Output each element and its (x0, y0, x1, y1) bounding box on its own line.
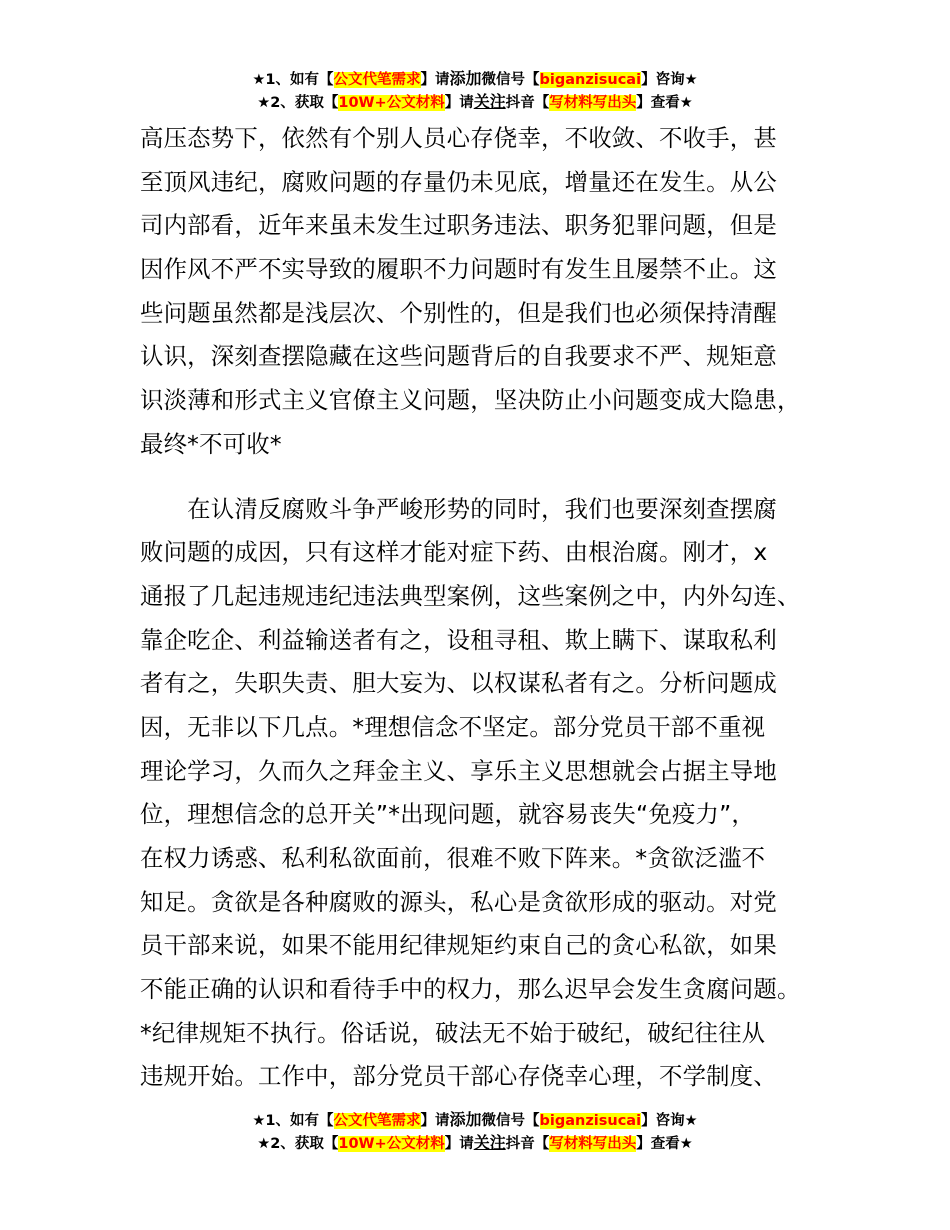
text-line: 因，无非以下几点。*理想信念不坚定。部分党员干部不重视 (140, 712, 766, 741)
banner-text: 微信号【 (481, 72, 540, 88)
text-line: *纪律规矩不执行。俗话说，破法无不始于破纪，破纪往往从 (140, 1018, 766, 1047)
text-line: 在权力诱惑、私利私欲面前，很难不败下阵来。*贪欲泛滥不 (140, 844, 766, 872)
douyin-highlight: 写材料写出头 (549, 1136, 637, 1152)
banner-text: 】咨询★ (641, 72, 698, 88)
banner-text: 抖音【 (505, 95, 550, 111)
text-line: 理论学习，久而久之拜金主义、享乐主义思想就会占据主导地 (140, 756, 777, 785)
text-line: 司内部看，近年来虽未发生过职务违法、职务犯罪问题，但是 (140, 211, 777, 240)
text-line: 败问题的成因，只有这样才能对症下药、由根治腐。刚才，x (140, 538, 768, 567)
banner-highlight: 10W+公文材料 (338, 95, 445, 111)
banner-line-1 (0, 68, 950, 91)
text-line: 至顶风违纪，腐败问题的存量仍未见底，增量还在发生。从公 (140, 167, 777, 196)
banner-text: 微信号【 (481, 1113, 540, 1129)
banner-highlight: 公文代笔需求 (333, 72, 421, 88)
text-line: 最终*不可收* (140, 429, 282, 458)
text-line: 知足。贪欲是各种腐败的源头，私心是贪欲形成的驱动。对党 (140, 887, 777, 916)
banner-text: 关注 (473, 1133, 506, 1152)
text-line: 不能正确的认识和看待手中的权力，那么迟早会发生贪腐问题。 (140, 975, 801, 1004)
document-body (140, 117, 830, 1099)
banner-line-2 (0, 91, 950, 114)
banner-text: 】请 (420, 72, 450, 88)
banner-text: ★1、如有【 (252, 1113, 334, 1129)
banner-text: 】请 (444, 95, 474, 111)
paragraph-2 (140, 488, 830, 1100)
banner-line-2 (0, 1132, 950, 1155)
text-line: 靠企吃企、利益输送者有之，设租寻租、欺上瞒下、谋取私利 (140, 625, 777, 654)
wechat-id-highlight: biganzisucai (539, 72, 642, 88)
text-line: 些问题虽然都是浅层次、个别性的，但是我们也必须保持清醒 (140, 298, 777, 327)
text-line: 识淡薄和形式主义官僚主义问题，坚决防止小问题变成大隐患， (140, 386, 801, 415)
douyin-highlight: 写材料写出头 (549, 95, 637, 111)
text-line: 通报了几起违规违纪违法典型案例，这些案例之中，内外勾连、 (140, 581, 801, 610)
banner-text: 抖音【 (505, 1136, 550, 1152)
wechat-id-highlight: biganzisucai (539, 1113, 642, 1129)
banner-text: 】请 (420, 1113, 450, 1129)
text-line: 高压态势下，依然有个别人员心存侥幸，不收敛、不收手，甚 (140, 124, 777, 152)
banner-text: 添加 (449, 1110, 482, 1129)
banner-text: 】请 (444, 1136, 474, 1152)
header-banner (0, 68, 950, 114)
text-line: 认识，深刻查摆隐藏在这些问题背后的自我要求不严、规矩意 (140, 342, 777, 371)
text-line: 员干部来说，如果不能用纪律规矩约束自己的贪心私欲，如果 (140, 931, 777, 960)
banner-text: ★2、获取【 (257, 1136, 339, 1152)
banner-line-1 (0, 1109, 950, 1132)
banner-text: 添加 (449, 69, 482, 88)
banner-text: 】查看★ (636, 1136, 693, 1152)
banner-text: ★2、获取【 (257, 95, 339, 111)
banner-text: 】咨询★ (641, 1113, 698, 1129)
banner-highlight: 10W+公文材料 (338, 1136, 445, 1152)
text-line: 在认清反腐败斗争严峻形势的同时，我们也要深刻查摆腐 (140, 494, 777, 523)
paragraph-1 (140, 117, 830, 467)
banner-text: ★1、如有【 (252, 72, 334, 88)
banner-highlight: 公文代笔需求 (333, 1113, 421, 1129)
footer-banner (0, 1109, 950, 1155)
banner-text: 】查看★ (636, 95, 693, 111)
text-line: 违规开始。工作中，部分党员干部心存侥幸心理，不学制度、 (140, 1062, 777, 1091)
text-line: 位，理想信念的总开关”*出现问题，就容易丧失“免疫力”， (140, 800, 756, 829)
text-line: 因作风不严不实导致的履职不力问题时有发生且屡禁不止。这 (140, 255, 777, 284)
text-line: 者有之，失职失责、胆大妄为、以权谋私者有之。分析问题成 (140, 669, 777, 698)
banner-text: 关注 (473, 92, 506, 111)
paragraph-gap (140, 467, 830, 488)
